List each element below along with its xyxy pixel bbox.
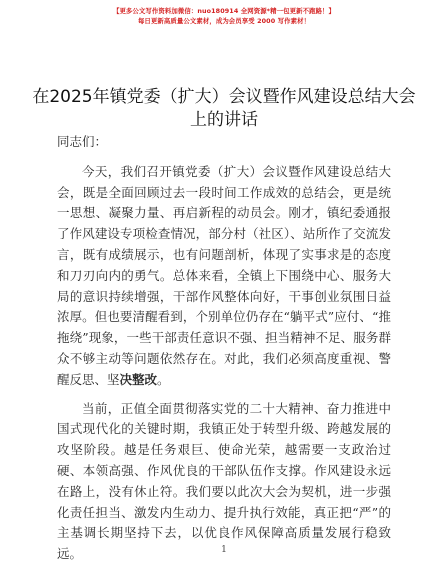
promo-banner bbox=[0, 6, 448, 26]
paragraph-1 bbox=[57, 162, 391, 391]
paragraph-1-end: 。 bbox=[157, 371, 170, 387]
promo-banner-line-2: 每日更新高质量公文素材，成为会员享受 2000 写作素材！ bbox=[137, 17, 311, 25]
paragraph-1-bold-text: 决整改 bbox=[119, 371, 158, 387]
document-title: 在2025年镇党委（扩大）会议暨作风建设总结大会上的讲话 bbox=[32, 87, 416, 130]
promo-banner-line-1: 【更多公文写作资料加微信：nuo180914 全网资源*精一包更新不跑路！】 bbox=[112, 7, 336, 15]
document-body bbox=[57, 132, 391, 573]
page-number: 1 bbox=[221, 545, 227, 555]
paragraph-1-text: 今天，我们召开镇党委（扩大）会议暨作风建设总结大会，既是全面回顾过去一段时间工作成效的总结会，更是统一思想、凝聚力量、再启新程的动员会。刚才，镇纪委通报了作风建设专项检查情况，部分村（社区）、站所作了交流发言，既有成绩展示，也有问题剖析，体现了实事求是的态度和刀刃向内的勇气。总体来看，全镇上下围绕中心、服务大局的意识持续增强，干部作风整体向好，干事创业氛围日益浓厚。但也要清醒看到，个别单位仍存在“躺平式”应付、“推拖绕”现象，一些干部责任意识不强、担当精神不足、服务群众不够主动等问题依然存在。对此，我们必须高度重视、警醒反思、坚 bbox=[57, 163, 391, 387]
salutation: 同志们： bbox=[57, 134, 108, 149]
paragraph-2: 当前，正值全面贯彻落实党的二十大精神、奋力推进中国式现代化的关键时期，我镇正处于转型升级、跨越发展的攻坚阶段。越是任务艰巨、使命光荣，越需要一支政治过硬、本领高强、作风优良的干部队伍作支撑。作风建设永远在路上，没有休止符。我们要以此次大会为契机，进一步强化责任担当、激发内生动力、提升执行效能，真正把“严”的主基调长期坚持下去，以优良作风保障高质量发展行稳致远。 bbox=[57, 400, 391, 562]
